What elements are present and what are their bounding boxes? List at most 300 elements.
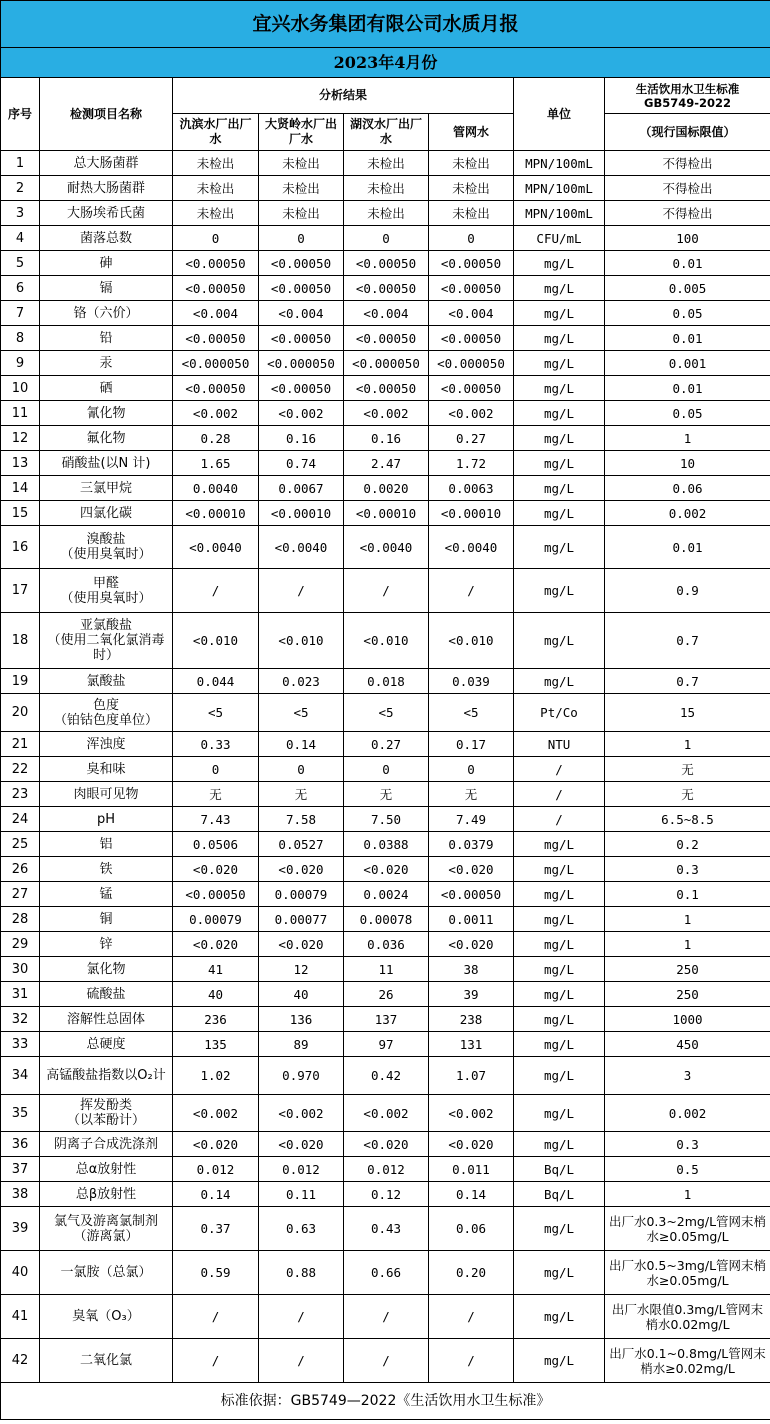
item-name: 总α放射性 [40,1157,173,1182]
standard-limit: 出厂水0.3~2mg/L管网末梢水≥0.05mg/L [605,1207,770,1251]
result-value: / [259,1295,344,1339]
item-name: 镉 [40,276,173,301]
result-value: 未检出 [344,151,429,176]
result-value: / [429,1339,514,1383]
result-value: 0 [259,757,344,782]
item-name: 总大肠菌群 [40,151,173,176]
item-name: 铬（六价） [40,301,173,326]
table-row [1,1032,770,1057]
result-value: 0.27 [344,732,429,757]
result-value: 0.039 [429,669,514,694]
table-row [1,1251,770,1295]
row-number: 42 [1,1339,40,1383]
result-value: / [429,569,514,613]
standard-limit: 0.7 [605,669,770,694]
result-value: <0.00050 [173,882,259,907]
header-plant-4: 管网水 [429,114,514,151]
item-name: 臭和味 [40,757,173,782]
result-value: 0 [429,226,514,251]
row-number: 4 [1,226,40,251]
row-number: 10 [1,376,40,401]
table-row [1,1057,770,1095]
result-value: 40 [259,982,344,1007]
result-value: <0.00050 [344,326,429,351]
standard-limit: 1 [605,907,770,932]
row-number: 7 [1,301,40,326]
result-value: 0.42 [344,1057,429,1095]
result-value: <0.00010 [344,501,429,526]
result-value: 0.012 [173,1157,259,1182]
unit-cell: mg/L [514,882,605,907]
row-number: 8 [1,326,40,351]
result-value: <0.002 [429,401,514,426]
result-value: 未检出 [173,201,259,226]
unit-cell: NTU [514,732,605,757]
result-value: 无 [429,782,514,807]
row-number: 6 [1,276,40,301]
result-value: 0 [173,757,259,782]
result-value: <0.00050 [429,251,514,276]
table-row [1,501,770,526]
standard-limit: 0.2 [605,832,770,857]
result-value: <5 [344,694,429,732]
row-number: 30 [1,957,40,982]
result-value: 0 [344,226,429,251]
result-value: 无 [259,782,344,807]
result-value: 未检出 [429,151,514,176]
row-number: 22 [1,757,40,782]
result-value: 0.044 [173,669,259,694]
unit-cell: mg/L [514,1207,605,1251]
standard-limit: 0.06 [605,476,770,501]
result-value: 135 [173,1032,259,1057]
item-name: 三氯甲烷 [40,476,173,501]
unit-cell: mg/L [514,1007,605,1032]
table-row [1,957,770,982]
unit-cell: mg/L [514,907,605,932]
result-value: <0.020 [259,932,344,957]
result-value: <0.0040 [429,526,514,569]
row-number: 33 [1,1032,40,1057]
result-value: 0.018 [344,669,429,694]
table-row [1,276,770,301]
standard-limit: 0.01 [605,526,770,569]
result-value: <0.000050 [344,351,429,376]
standard-limit: 0.01 [605,376,770,401]
result-value: / [429,1295,514,1339]
result-value: 0.11 [259,1182,344,1207]
result-value: 238 [429,1007,514,1032]
table-row [1,1132,770,1157]
row-number: 15 [1,501,40,526]
unit-cell: mg/L [514,613,605,669]
result-value: <0.002 [344,401,429,426]
result-value: 0 [173,226,259,251]
unit-cell: Pt/Co [514,694,605,732]
row-number: 24 [1,807,40,832]
row-number: 17 [1,569,40,613]
standard-limit: 1 [605,732,770,757]
unit-cell: MPN/100mL [514,151,605,176]
row-number: 36 [1,1132,40,1157]
header-unit: 单位 [514,78,605,151]
item-name: 总硬度 [40,1032,173,1057]
item-name: pH [40,807,173,832]
row-number: 23 [1,782,40,807]
result-value: / [173,569,259,613]
result-value: 7.58 [259,807,344,832]
item-name: 阴离子合成洗涤剂 [40,1132,173,1157]
standard-limit: 不得检出 [605,176,770,201]
unit-cell: MPN/100mL [514,176,605,201]
table-row [1,1095,770,1132]
result-value: <0.00050 [173,276,259,301]
result-value: 12 [259,957,344,982]
standard-limit: 6.5~8.5 [605,807,770,832]
result-value: 0.43 [344,1207,429,1251]
table-row [1,732,770,757]
result-value: 0.20 [429,1251,514,1295]
result-value: 0.023 [259,669,344,694]
result-value: 0.0506 [173,832,259,857]
table-row [1,757,770,782]
header-standard [605,78,770,114]
table-row [1,613,770,669]
result-value: 0.33 [173,732,259,757]
result-value: 0.0024 [344,882,429,907]
result-value: <0.000050 [173,351,259,376]
table-row [1,1295,770,1339]
result-value: <0.002 [429,1095,514,1132]
table-row [1,1157,770,1182]
result-value: <0.00050 [173,251,259,276]
result-value: <0.00010 [259,501,344,526]
result-value: 236 [173,1007,259,1032]
table-row [1,201,770,226]
result-value: / [259,569,344,613]
row-number: 11 [1,401,40,426]
result-value: 无 [344,782,429,807]
result-value: / [344,569,429,613]
result-value: 0.28 [173,426,259,451]
table-row [1,1207,770,1251]
standard-limit: 1 [605,426,770,451]
item-name: 挥发酚类 （以苯酚计） [40,1095,173,1132]
row-number: 2 [1,176,40,201]
result-value: 7.43 [173,807,259,832]
standard-limit: 0.1 [605,882,770,907]
unit-cell: mg/L [514,832,605,857]
standard-limit: 出厂水0.5~3mg/L管网末梢水≥0.05mg/L [605,1251,770,1295]
standard-limit: 450 [605,1032,770,1057]
item-name: 砷 [40,251,173,276]
result-value: 137 [344,1007,429,1032]
item-name: 四氯化碳 [40,501,173,526]
item-name: 铅 [40,326,173,351]
result-value: 0.0527 [259,832,344,857]
result-value: <0.000050 [429,351,514,376]
header-standard-note: （现行国标限值） [605,114,770,151]
result-value: 1.65 [173,451,259,476]
result-value: <0.002 [259,1095,344,1132]
item-name: 铝 [40,832,173,857]
result-value: <0.004 [173,301,259,326]
row-number: 9 [1,351,40,376]
row-number: 27 [1,882,40,907]
standard-limit: 1 [605,1182,770,1207]
unit-cell: MPN/100mL [514,201,605,226]
table-row [1,451,770,476]
unit-cell: mg/L [514,569,605,613]
standard-limit: 0.002 [605,1095,770,1132]
result-value: 未检出 [344,201,429,226]
result-value: 40 [173,982,259,1007]
unit-cell: Bq/L [514,1182,605,1207]
standard-limit: 0.05 [605,301,770,326]
item-name: 臭氧（O₃） [40,1295,173,1339]
unit-cell: mg/L [514,857,605,882]
result-value: 0.00079 [173,907,259,932]
item-name: 高锰酸盐指数以O₂计 [40,1057,173,1095]
result-value: <5 [173,694,259,732]
result-value: 0.14 [173,1182,259,1207]
result-value: 0.0011 [429,907,514,932]
result-value: <0.020 [173,932,259,957]
standard-limit: 0.005 [605,276,770,301]
unit-cell: mg/L [514,376,605,401]
result-value: <0.002 [173,1095,259,1132]
row-number: 34 [1,1057,40,1095]
result-value: <0.004 [429,301,514,326]
row-number: 25 [1,832,40,857]
item-name: 溴酸盐 （使用臭氧时） [40,526,173,569]
result-value: 1.07 [429,1057,514,1095]
result-value: 0.27 [429,426,514,451]
item-name: 总β放射性 [40,1182,173,1207]
result-value: <0.004 [259,301,344,326]
result-value: 39 [429,982,514,1007]
result-value: 38 [429,957,514,982]
item-name: 耐热大肠菌群 [40,176,173,201]
result-value: <0.020 [344,857,429,882]
table-row [1,476,770,501]
header-plant-2: 大贤岭水厂出厂水 [259,114,344,151]
result-value: 97 [344,1032,429,1057]
result-value: 0.012 [344,1157,429,1182]
result-value: 0.036 [344,932,429,957]
result-value: 0 [259,226,344,251]
standard-limit: 出厂水0.1~0.8mg/L管网末梢水≥0.02mg/L [605,1339,770,1383]
result-value: <0.00050 [259,251,344,276]
result-value: 0.16 [259,426,344,451]
result-value: 0.0040 [173,476,259,501]
result-value: 0 [344,757,429,782]
result-value: 7.49 [429,807,514,832]
result-value: 0.12 [344,1182,429,1207]
table-row [1,569,770,613]
unit-cell: mg/L [514,1132,605,1157]
result-value: <5 [259,694,344,732]
table-row [1,251,770,276]
row-number: 20 [1,694,40,732]
standard-limit: 1000 [605,1007,770,1032]
result-value: 0.0067 [259,476,344,501]
result-value: 1.02 [173,1057,259,1095]
unit-cell: / [514,757,605,782]
item-name: 二氧化氯 [40,1339,173,1383]
result-value: / [344,1295,429,1339]
result-value: 89 [259,1032,344,1057]
unit-cell: mg/L [514,301,605,326]
result-value: 0.00077 [259,907,344,932]
footer-standard-basis: 标准依据：GB5749—2022《生活饮用水卫生标准》 [1,1383,770,1420]
row-number: 38 [1,1182,40,1207]
table-row [1,226,770,251]
result-value: 0.011 [429,1157,514,1182]
item-name: 锰 [40,882,173,907]
table-row [1,982,770,1007]
result-value: 0.16 [344,426,429,451]
unit-cell: mg/L [514,1339,605,1383]
result-value: 0.14 [259,732,344,757]
table-row [1,669,770,694]
result-value: <0.020 [344,1132,429,1157]
result-value: 0.0379 [429,832,514,857]
result-value: <0.0040 [344,526,429,569]
row-number: 28 [1,907,40,932]
result-value: <0.002 [344,1095,429,1132]
standard-limit: 0.3 [605,857,770,882]
table-row [1,857,770,882]
item-name: 甲醛 （使用臭氧时） [40,569,173,613]
standard-limit: 0.9 [605,569,770,613]
result-value: <0.000050 [259,351,344,376]
unit-cell: mg/L [514,351,605,376]
result-value: 136 [259,1007,344,1032]
row-number: 21 [1,732,40,757]
standard-limit: 0.01 [605,326,770,351]
item-name: 硝酸盐(以N 计) [40,451,173,476]
unit-cell: mg/L [514,401,605,426]
result-value: <0.00050 [429,882,514,907]
result-value: / [173,1295,259,1339]
table-row [1,151,770,176]
result-value: <0.020 [429,1132,514,1157]
result-value: <0.00010 [429,501,514,526]
result-value: 未检出 [344,176,429,201]
item-name: 氰化物 [40,401,173,426]
item-name: 氯化物 [40,957,173,982]
standard-limit: 0.5 [605,1157,770,1182]
row-number: 37 [1,1157,40,1182]
unit-cell: mg/L [514,476,605,501]
row-number: 12 [1,426,40,451]
item-name: 肉眼可见物 [40,782,173,807]
result-value: / [173,1339,259,1383]
unit-cell: mg/L [514,1032,605,1057]
result-value: 0.66 [344,1251,429,1295]
result-value: <0.00050 [429,326,514,351]
table-row [1,401,770,426]
result-value: 未检出 [429,201,514,226]
result-value: 131 [429,1032,514,1057]
result-value: 0.012 [259,1157,344,1182]
result-value: <0.00050 [259,326,344,351]
item-name: 一氯胺（总氯） [40,1251,173,1295]
row-number: 40 [1,1251,40,1295]
result-value: <0.00010 [173,501,259,526]
unit-cell: mg/L [514,669,605,694]
table-row [1,1339,770,1383]
table-row [1,526,770,569]
standard-limit: 无 [605,782,770,807]
standard-limit: 3 [605,1057,770,1095]
unit-cell: mg/L [514,451,605,476]
result-value: <0.00050 [259,376,344,401]
unit-cell: mg/L [514,1295,605,1339]
table-row [1,782,770,807]
result-value: 0.63 [259,1207,344,1251]
row-number: 5 [1,251,40,276]
table-row [1,932,770,957]
unit-cell: mg/L [514,982,605,1007]
result-value: / [344,1339,429,1383]
row-number: 16 [1,526,40,569]
result-value: 未检出 [173,176,259,201]
unit-cell: mg/L [514,1057,605,1095]
table-row [1,882,770,907]
item-name: 浑浊度 [40,732,173,757]
result-value: <0.020 [173,857,259,882]
unit-cell: mg/L [514,932,605,957]
standard-limit: 0.05 [605,401,770,426]
unit-cell: mg/L [514,251,605,276]
row-number: 18 [1,613,40,669]
result-value: 0.37 [173,1207,259,1251]
header-standard-code: GB5749-2022 [644,95,731,110]
item-name: 色度 （铂钴色度单位） [40,694,173,732]
unit-cell: / [514,782,605,807]
item-name: 铁 [40,857,173,882]
result-value: <0.002 [173,401,259,426]
row-number: 1 [1,151,40,176]
row-number: 19 [1,669,40,694]
item-name: 菌落总数 [40,226,173,251]
result-value: 0.00078 [344,907,429,932]
table-row [1,326,770,351]
result-value: 0 [429,757,514,782]
header-plant-1: 氿滨水厂出厂水 [173,114,259,151]
unit-cell: mg/L [514,1095,605,1132]
table-row [1,907,770,932]
unit-cell: mg/L [514,957,605,982]
row-number: 41 [1,1295,40,1339]
result-value: <0.00050 [344,251,429,276]
table-row [1,376,770,401]
result-value: 0.0063 [429,476,514,501]
standard-limit: 250 [605,982,770,1007]
result-value: 1.72 [429,451,514,476]
unit-cell: mg/L [514,501,605,526]
result-value: <0.010 [344,613,429,669]
unit-cell: mg/L [514,1251,605,1295]
result-value: <0.00050 [429,276,514,301]
result-value: <0.020 [173,1132,259,1157]
result-value: 未检出 [259,201,344,226]
result-value: 0.0388 [344,832,429,857]
result-value: <0.00050 [429,376,514,401]
standard-limit: 不得检出 [605,151,770,176]
